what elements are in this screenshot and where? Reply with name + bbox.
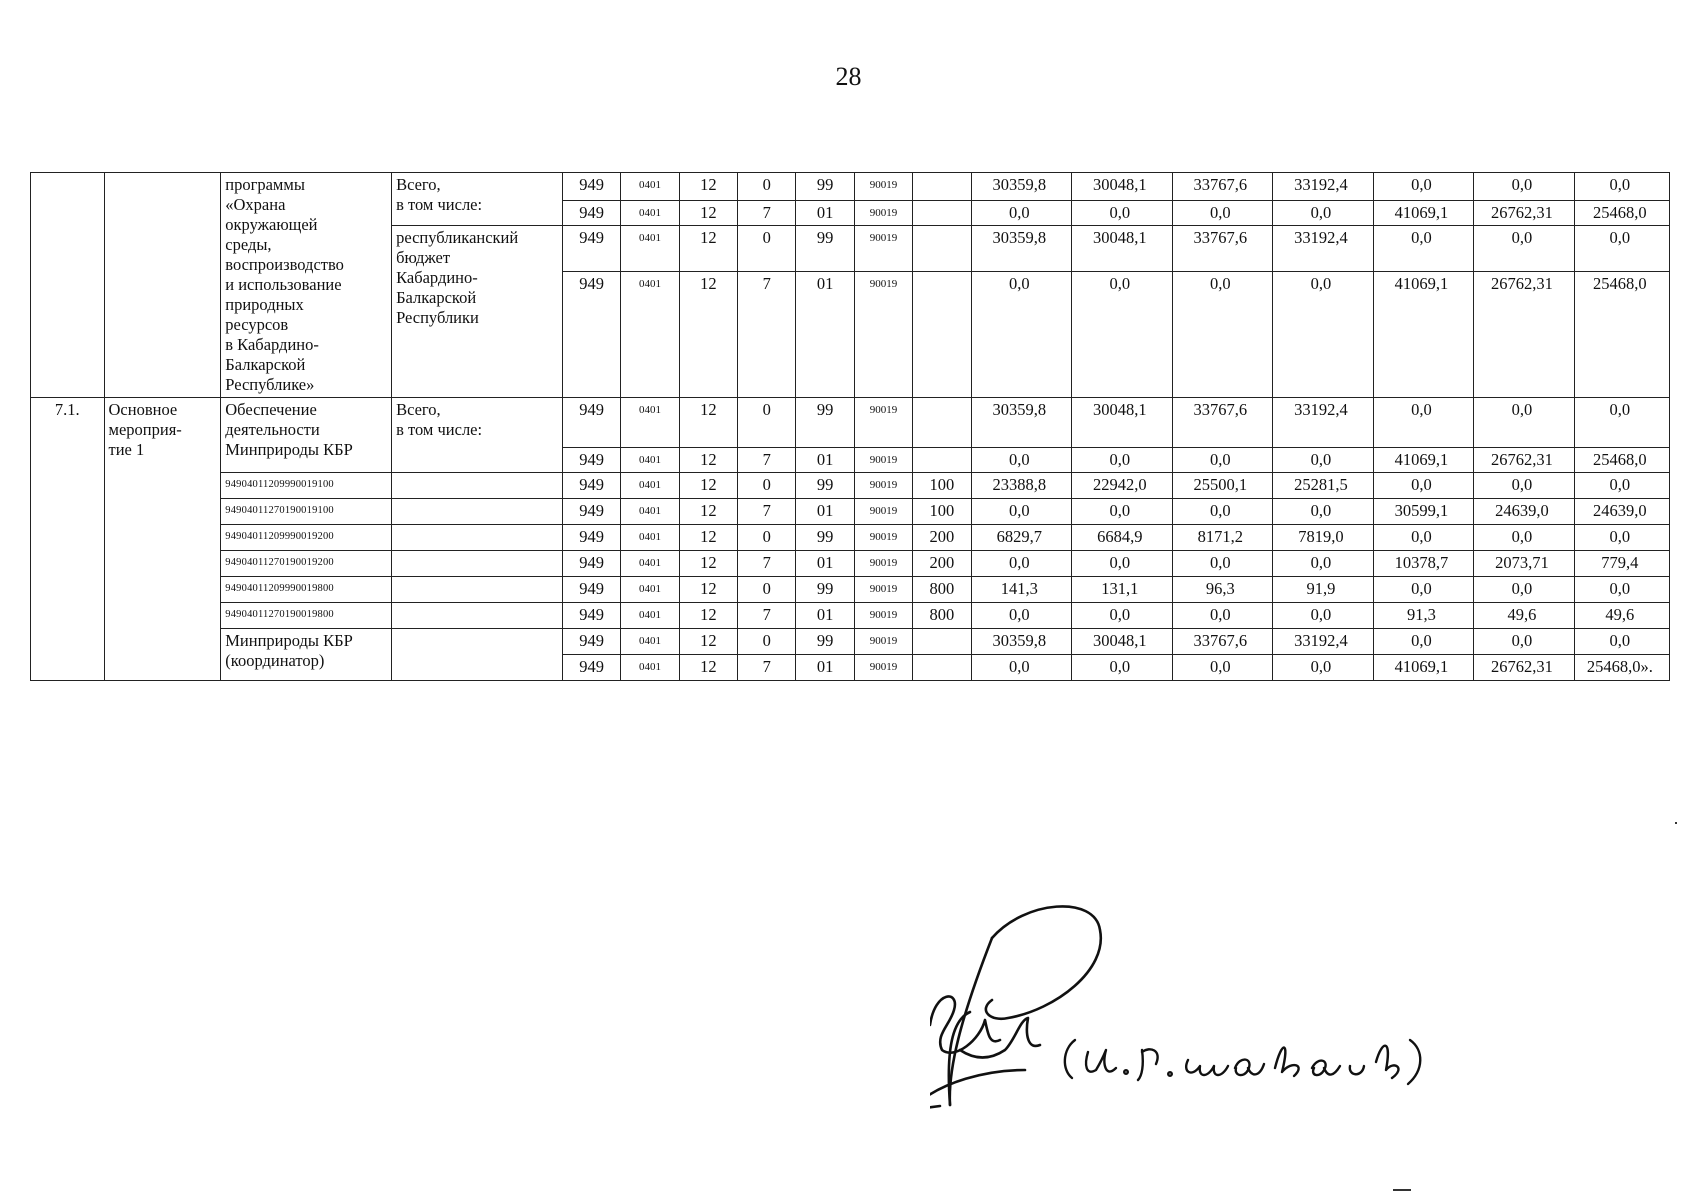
cell-y5: 0,0	[1373, 525, 1474, 551]
cell-vr	[913, 629, 971, 655]
funding-source-empty	[392, 499, 563, 525]
row-number	[31, 173, 105, 398]
cell-y6: 24639,0	[1474, 499, 1575, 525]
table-row	[31, 603, 1670, 629]
cell-pp: 7	[738, 603, 796, 629]
cell-dir: 90019	[854, 226, 912, 272]
table-row	[31, 525, 1670, 551]
cell-y7: 49,6	[1574, 603, 1669, 629]
cell-dir: 90019	[854, 525, 912, 551]
cell-vr: 800	[913, 577, 971, 603]
cell-y6: 26762,31	[1474, 448, 1575, 473]
table-row	[31, 551, 1670, 577]
cell-y1: 30359,8	[971, 629, 1072, 655]
cell-rzpr: 0401	[621, 473, 679, 499]
edge-mark	[1393, 1189, 1411, 1191]
cell-gp: 12	[679, 629, 737, 655]
cell-dir: 90019	[854, 577, 912, 603]
cell-gp: 12	[679, 525, 737, 551]
cell-y5: 41069,1	[1373, 655, 1474, 681]
cell-y1: 0,0	[971, 655, 1072, 681]
cell-pp: 0	[738, 629, 796, 655]
cell-y7: 24639,0	[1574, 499, 1669, 525]
cell-rzpr: 0401	[621, 499, 679, 525]
cell-gp: 12	[679, 499, 737, 525]
cell-y2: 0,0	[1072, 655, 1173, 681]
signature-image	[930, 900, 1450, 1140]
budget-code-text: 94904011270190019800	[225, 609, 334, 620]
budget-code-text: 94904011209990019100	[225, 479, 334, 490]
cell-pp: 0	[738, 525, 796, 551]
cell-pp: 0	[738, 473, 796, 499]
status-cell	[104, 173, 221, 398]
cell-gp: 12	[679, 201, 737, 226]
cell-rzpr: 0401	[621, 173, 679, 201]
budget-code	[221, 603, 392, 629]
cell-y1: 0,0	[971, 551, 1072, 577]
funding-source-text: республиканский бюджет Кабардино- Балкарской Республики	[396, 228, 519, 327]
cell-y7: 25468,0	[1574, 201, 1669, 226]
table-row	[31, 629, 1670, 655]
funding-source	[392, 173, 563, 226]
cell-kbk: 949	[562, 577, 620, 603]
cell-y1: 30359,8	[971, 398, 1072, 448]
cell-vr	[913, 173, 971, 201]
cell-y6: 0,0	[1474, 173, 1575, 201]
cell-kbk: 949	[562, 525, 620, 551]
cell-y6: 26762,31	[1474, 655, 1575, 681]
cell-gp: 12	[679, 398, 737, 448]
cell-dir: 90019	[854, 603, 912, 629]
cell-vr	[913, 655, 971, 681]
cell-dir: 90019	[854, 173, 912, 201]
cell-y4: 25281,5	[1273, 473, 1374, 499]
cell-y3: 0,0	[1172, 448, 1273, 473]
cell-y6: 26762,31	[1474, 272, 1575, 398]
cell-pp: 7	[738, 201, 796, 226]
cell-y5: 0,0	[1373, 473, 1474, 499]
funding-source-text: Всего, в том числе:	[396, 175, 483, 214]
signature	[930, 900, 1450, 1140]
cell-y7: 25468,0	[1574, 272, 1669, 398]
cell-y2: 30048,1	[1072, 629, 1173, 655]
cell-gp: 12	[679, 473, 737, 499]
cell-y7: 25468,0».	[1574, 655, 1669, 681]
cell-gp: 12	[679, 448, 737, 473]
cell-om: 01	[796, 499, 854, 525]
cell-rzpr: 0401	[621, 226, 679, 272]
cell-y6: 0,0	[1474, 226, 1575, 272]
status-cell-text: Основное мероприя- тие 1	[108, 400, 182, 459]
cell-pp: 0	[738, 226, 796, 272]
cell-y4: 33192,4	[1273, 398, 1374, 448]
cell-vr	[913, 398, 971, 448]
funding-source-empty	[392, 603, 563, 629]
cell-om: 99	[796, 398, 854, 448]
cell-y4: 0,0	[1273, 499, 1374, 525]
cell-y2: 0,0	[1072, 272, 1173, 398]
cell-y4: 0,0	[1273, 272, 1374, 398]
cell-dir: 90019	[854, 201, 912, 226]
cell-kbk: 949	[562, 499, 620, 525]
cell-y7: 0,0	[1574, 226, 1669, 272]
cell-gp: 12	[679, 577, 737, 603]
cell-y1: 30359,8	[971, 226, 1072, 272]
funding-source-empty	[392, 551, 563, 577]
cell-y7: 0,0	[1574, 629, 1669, 655]
cell-rzpr: 0401	[621, 398, 679, 448]
cell-y7: 0,0	[1574, 473, 1669, 499]
cell-y2: 0,0	[1072, 603, 1173, 629]
cell-y4: 33192,4	[1273, 226, 1374, 272]
row-number-text: 7.1.	[54, 400, 80, 419]
cell-y3: 33767,6	[1172, 226, 1273, 272]
status-cell	[104, 398, 221, 681]
cell-pp: 0	[738, 577, 796, 603]
funding-source-text: Всего, в том числе:	[396, 400, 483, 439]
cell-rzpr: 0401	[621, 603, 679, 629]
cell-y7: 25468,0	[1574, 448, 1669, 473]
row-number	[31, 398, 105, 681]
cell-rzpr: 0401	[621, 577, 679, 603]
cell-vr	[913, 226, 971, 272]
cell-y1: 0,0	[971, 201, 1072, 226]
cell-y3: 96,3	[1172, 577, 1273, 603]
cell-dir: 90019	[854, 499, 912, 525]
funding-source-empty	[392, 577, 563, 603]
cell-y1: 0,0	[971, 603, 1072, 629]
cell-gp: 12	[679, 603, 737, 629]
cell-om: 99	[796, 473, 854, 499]
cell-y5: 10378,7	[1373, 551, 1474, 577]
cell-kbk: 949	[562, 173, 620, 201]
cell-y4: 33192,4	[1273, 173, 1374, 201]
cell-y5: 41069,1	[1373, 272, 1474, 398]
cell-kbk: 949	[562, 655, 620, 681]
cell-y2: 6684,9	[1072, 525, 1173, 551]
cell-y5: 0,0	[1373, 577, 1474, 603]
program-name-text: программы «Охрана окружающей среды, воспроизводство и использование природных ресурсов в Кабардино- Балкарской Республике»	[225, 175, 344, 394]
cell-y6: 0,0	[1474, 525, 1575, 551]
budget-code-text: 94904011209990019200	[225, 531, 334, 542]
coordinator-name-text: Минприроды КБР (координатор)	[225, 631, 353, 670]
cell-rzpr: 0401	[621, 525, 679, 551]
cell-om: 01	[796, 201, 854, 226]
cell-gp: 12	[679, 655, 737, 681]
cell-y4: 0,0	[1273, 201, 1374, 226]
cell-kbk: 949	[562, 398, 620, 448]
table-row	[31, 398, 1670, 448]
cell-y1: 30359,8	[971, 173, 1072, 201]
cell-y7: 779,4	[1574, 551, 1669, 577]
budget-code-text: 94904011270190019200	[225, 557, 334, 568]
cell-y1: 6829,7	[971, 525, 1072, 551]
cell-pp: 7	[738, 551, 796, 577]
cell-y7: 0,0	[1574, 173, 1669, 201]
cell-y3: 33767,6	[1172, 398, 1273, 448]
budget-table	[30, 172, 1670, 681]
cell-dir: 90019	[854, 398, 912, 448]
budget-table-body	[31, 173, 1670, 681]
cell-vr: 800	[913, 603, 971, 629]
cell-dir: 90019	[854, 448, 912, 473]
coordinator-name	[221, 629, 392, 681]
table-row	[31, 473, 1670, 499]
cell-y2: 22942,0	[1072, 473, 1173, 499]
cell-y5: 41069,1	[1373, 448, 1474, 473]
cell-kbk: 949	[562, 448, 620, 473]
cell-gp: 12	[679, 226, 737, 272]
cell-y7: 0,0	[1574, 398, 1669, 448]
cell-om: 01	[796, 448, 854, 473]
cell-dir: 90019	[854, 655, 912, 681]
cell-pp: 0	[738, 173, 796, 201]
cell-y3: 25500,1	[1172, 473, 1273, 499]
cell-dir: 90019	[854, 473, 912, 499]
cell-pp: 7	[738, 272, 796, 398]
cell-om: 99	[796, 173, 854, 201]
cell-y5: 0,0	[1373, 173, 1474, 201]
cell-y6: 0,0	[1474, 629, 1575, 655]
cell-y4: 0,0	[1273, 655, 1374, 681]
funding-source	[392, 398, 563, 473]
funding-source-empty	[392, 629, 563, 681]
cell-rzpr: 0401	[621, 448, 679, 473]
cell-gp: 12	[679, 173, 737, 201]
budget-code	[221, 473, 392, 499]
cell-y5: 0,0	[1373, 629, 1474, 655]
cell-y1: 23388,8	[971, 473, 1072, 499]
cell-y1: 0,0	[971, 448, 1072, 473]
cell-y2: 30048,1	[1072, 173, 1173, 201]
cell-pp: 7	[738, 448, 796, 473]
cell-y4: 33192,4	[1273, 629, 1374, 655]
cell-y2: 0,0	[1072, 201, 1173, 226]
cell-kbk: 949	[562, 201, 620, 226]
budget-code	[221, 577, 392, 603]
cell-y3: 33767,6	[1172, 629, 1273, 655]
cell-vr: 100	[913, 499, 971, 525]
cell-y3: 8171,2	[1172, 525, 1273, 551]
page-number: 28	[835, 62, 862, 91]
cell-vr	[913, 448, 971, 473]
cell-dir: 90019	[854, 629, 912, 655]
activity-name	[221, 398, 392, 473]
cell-y5: 41069,1	[1373, 201, 1474, 226]
cell-y7: 0,0	[1574, 577, 1669, 603]
cell-y2: 0,0	[1072, 499, 1173, 525]
cell-y2: 30048,1	[1072, 226, 1173, 272]
cell-vr: 200	[913, 525, 971, 551]
cell-vr: 100	[913, 473, 971, 499]
cell-y3: 33767,6	[1172, 173, 1273, 201]
table-row	[31, 577, 1670, 603]
cell-y4: 91,9	[1273, 577, 1374, 603]
budget-code-text: 94904011270190019100	[225, 505, 334, 516]
cell-om: 99	[796, 525, 854, 551]
cell-rzpr: 0401	[621, 201, 679, 226]
cell-pp: 7	[738, 499, 796, 525]
cell-pp: 7	[738, 655, 796, 681]
cell-kbk: 949	[562, 551, 620, 577]
table-row	[31, 499, 1670, 525]
cell-y4: 0,0	[1273, 448, 1374, 473]
cell-rzpr: 0401	[621, 272, 679, 398]
cell-kbk: 949	[562, 272, 620, 398]
funding-source	[392, 226, 563, 398]
cell-y3: 0,0	[1172, 499, 1273, 525]
cell-y5: 0,0	[1373, 226, 1474, 272]
cell-y5: 91,3	[1373, 603, 1474, 629]
cell-kbk: 949	[562, 226, 620, 272]
cell-om: 01	[796, 551, 854, 577]
cell-y3: 0,0	[1172, 201, 1273, 226]
budget-code	[221, 551, 392, 577]
cell-y3: 0,0	[1172, 603, 1273, 629]
funding-source-empty	[392, 525, 563, 551]
cell-vr: 200	[913, 551, 971, 577]
cell-y1: 141,3	[971, 577, 1072, 603]
cell-om: 01	[796, 655, 854, 681]
cell-dir: 90019	[854, 551, 912, 577]
cell-vr	[913, 272, 971, 398]
cell-y6: 0,0	[1474, 473, 1575, 499]
cell-kbk: 949	[562, 629, 620, 655]
cell-y2: 131,1	[1072, 577, 1173, 603]
edge-dot	[1675, 822, 1677, 824]
cell-y6: 26762,31	[1474, 201, 1575, 226]
cell-y3: 0,0	[1172, 551, 1273, 577]
budget-code	[221, 499, 392, 525]
cell-gp: 12	[679, 272, 737, 398]
cell-kbk: 949	[562, 473, 620, 499]
table-row	[31, 173, 1670, 201]
cell-y5: 0,0	[1373, 398, 1474, 448]
cell-vr	[913, 201, 971, 226]
cell-dir: 90019	[854, 272, 912, 398]
cell-om: 01	[796, 603, 854, 629]
cell-rzpr: 0401	[621, 551, 679, 577]
cell-y2: 0,0	[1072, 448, 1173, 473]
cell-y6: 0,0	[1474, 577, 1575, 603]
cell-y4: 0,0	[1273, 551, 1374, 577]
cell-y2: 0,0	[1072, 551, 1173, 577]
cell-y4: 0,0	[1273, 603, 1374, 629]
cell-om: 99	[796, 629, 854, 655]
budget-code	[221, 525, 392, 551]
cell-pp: 0	[738, 398, 796, 448]
cell-kbk: 949	[562, 603, 620, 629]
cell-rzpr: 0401	[621, 655, 679, 681]
program-name	[221, 173, 392, 398]
cell-rzpr: 0401	[621, 629, 679, 655]
cell-y1: 0,0	[971, 272, 1072, 398]
cell-om: 99	[796, 577, 854, 603]
cell-y4: 7819,0	[1273, 525, 1374, 551]
cell-gp: 12	[679, 551, 737, 577]
cell-om: 01	[796, 272, 854, 398]
funding-source-empty	[392, 473, 563, 499]
cell-om: 99	[796, 226, 854, 272]
cell-y3: 0,0	[1172, 655, 1273, 681]
budget-code-text: 94904011209990019800	[225, 583, 334, 594]
cell-y3: 0,0	[1172, 272, 1273, 398]
cell-y6: 0,0	[1474, 398, 1575, 448]
cell-y5: 30599,1	[1373, 499, 1474, 525]
cell-y6: 2073,71	[1474, 551, 1575, 577]
cell-y2: 30048,1	[1072, 398, 1173, 448]
activity-name-text: Обеспечение деятельности Минприроды КБР	[225, 400, 353, 459]
cell-y7: 0,0	[1574, 525, 1669, 551]
cell-y1: 0,0	[971, 499, 1072, 525]
cell-y6: 49,6	[1474, 603, 1575, 629]
